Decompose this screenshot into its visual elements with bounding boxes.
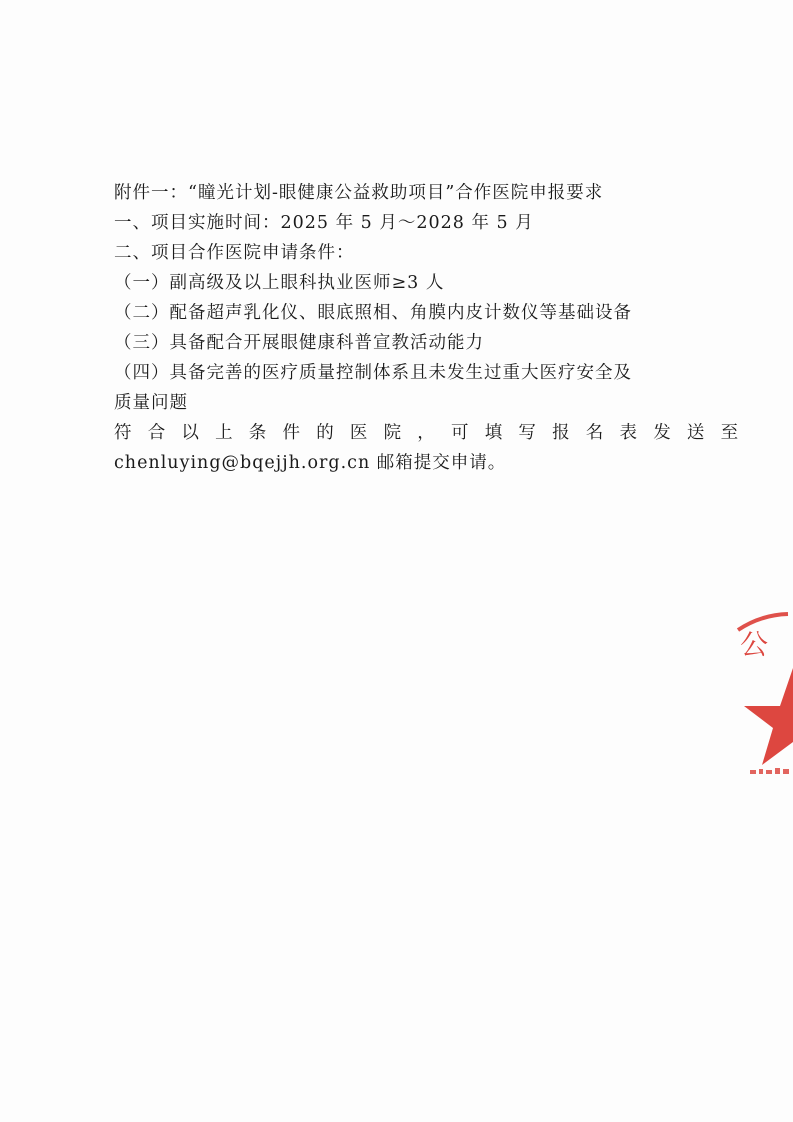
section-application-conditions: 二、项目合作医院申请条件：: [114, 243, 355, 263]
condition-item: （四）具备完善的医疗质量控制体系且未发生过重大医疗安全及: [114, 363, 632, 383]
seal-character: 公: [740, 628, 769, 661]
closing-instruction: 符合以上条件的医院，可填写报名表发送至: [114, 423, 755, 443]
condition-item-continued: 质量问题: [114, 393, 188, 413]
condition-item: （二）配备超声乳化仪、眼底照相、角膜内皮计数仪等基础设备: [114, 303, 632, 323]
official-seal-fragment: [730, 610, 793, 800]
condition-item: （三）具备配合开展眼健康科普宣教活动能力: [114, 333, 484, 353]
seal-icon: [730, 610, 793, 800]
document-title: 附件一：“瞳光计划-眼健康公益救助项目”合作医院申报要求: [114, 183, 604, 203]
section-implementation-time: 一、项目实施时间：2025 年 5 月～2028 年 5 月: [114, 213, 534, 233]
condition-item: （一）副高级及以上眼科执业医师≥3 人: [114, 273, 445, 293]
closing-email-line: chenluying@bqejjh.org.cn 邮箱提交申请。: [114, 453, 507, 473]
document-body: [114, 178, 755, 478]
